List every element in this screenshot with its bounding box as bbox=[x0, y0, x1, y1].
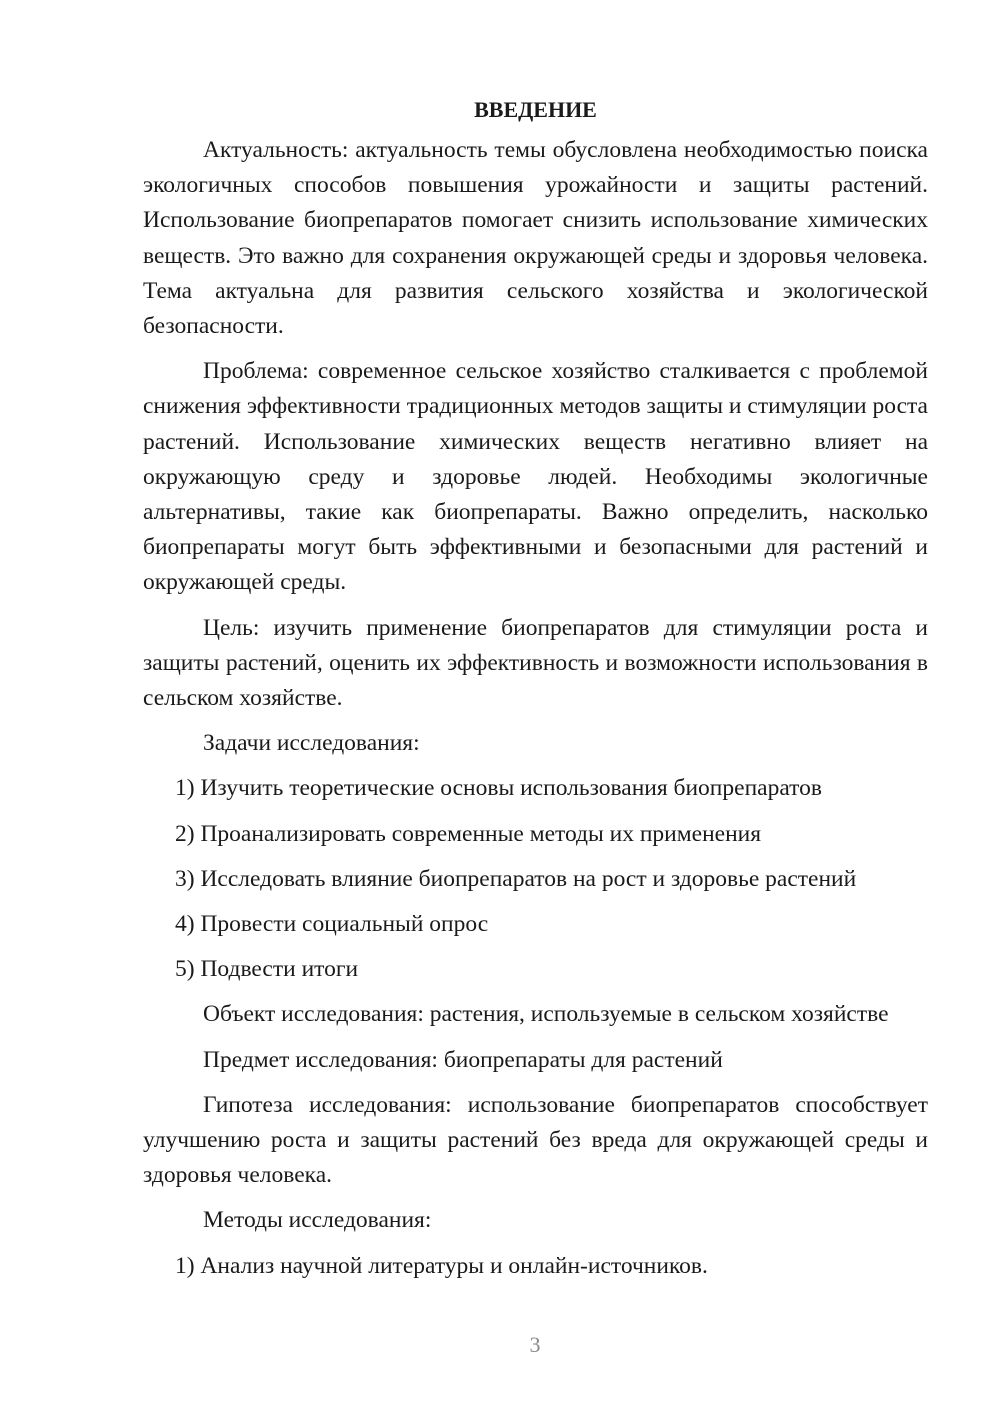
hypothesis-paragraph: Гипотеза исследования: использование биопрепаратов способствует улучшению роста и защиты растений без вреда для окружающей среды и здоровья человека. bbox=[143, 1091, 928, 1189]
task-item-5: 5) Подвести итоги bbox=[175, 956, 359, 983]
page-number: 3 bbox=[529, 1332, 541, 1357]
tasks-label: Задачи исследования: bbox=[203, 730, 420, 757]
method-item-1: 1) Анализ научной литературы и онлайн-источников. bbox=[175, 1252, 708, 1279]
task-item-2: 2) Проанализировать современные методы их применения bbox=[175, 820, 762, 847]
relevance-paragraph: Актуальность: актуальность темы обусловлена необходимостью поиска экологичных способов повышения урожайности и защиты растений. Использование биопрепаратов помогает снизить использование химических веществ. Это важно для сохранения окружающей среды и здоровья человека. Тема актуальна для развития сельского хозяйства и экологической безопасности. bbox=[143, 137, 928, 340]
problem-paragraph: Проблема: современное сельское хозяйство сталкивается с проблемой снижения эффективности традиционных методов защиты и стимуляции роста растений. Использование химических веществ негативно влияет на окружающую среду и здоровье людей. Необходимы экологичные альтернативы, такие как биопрепараты. Важно определить, насколько биопрепараты могут быть эффективными и безопасными для растений и окружающей среды. bbox=[143, 358, 928, 596]
methods-label: Методы исследования: bbox=[203, 1207, 432, 1234]
research-object: Объект исследования: растения, используемые в сельском хозяйстве bbox=[203, 1001, 889, 1028]
research-subject: Предмет исследования: биопрепараты для растений bbox=[203, 1046, 723, 1073]
goal-paragraph: Цель: изучить применение биопрепаратов для стимуляции роста и защиты растений, оценить их эффективность и возможности использования в сельском хозяйстве. bbox=[143, 614, 928, 712]
page-title: ВВЕДЕНИЕ bbox=[474, 97, 597, 122]
task-item-3: 3) Исследовать влияние биопрепаратов на рост и здоровье растений bbox=[175, 865, 857, 892]
task-item-4: 4) Провести социальный опрос bbox=[175, 911, 489, 938]
task-item-1: 1) Изучить теоретические основы использования биопрепаратов bbox=[175, 775, 822, 802]
document-page bbox=[143, 92, 928, 1294]
